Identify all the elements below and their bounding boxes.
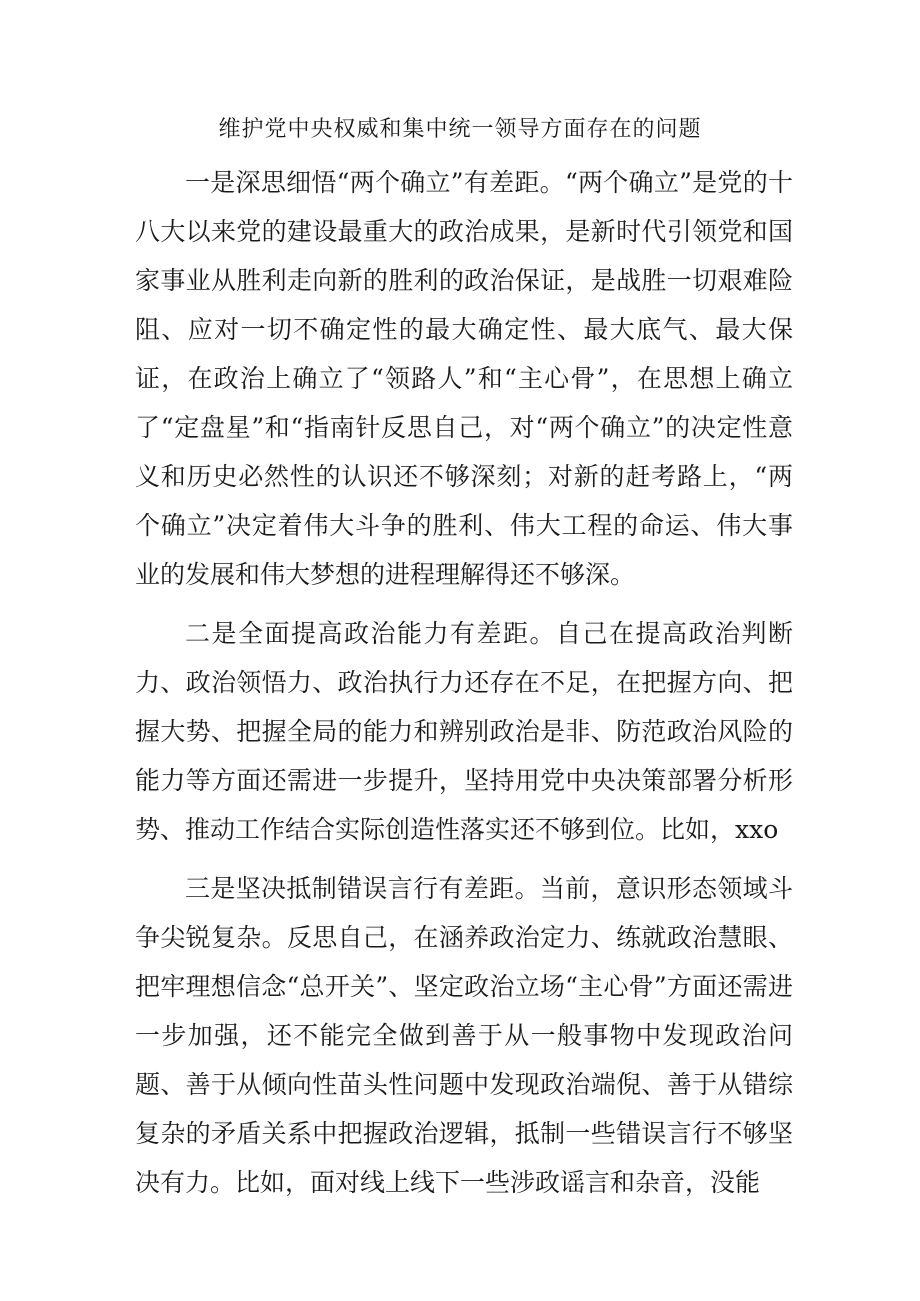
paragraph-1: 一是深思细悟“两个确立”有差距。“两个确立”是党的十八大以来党的建设最重大的政治成果，是新时代引领党和国家事业从胜利走向新的胜利的政治保证，是战胜一切艰难险阻、应对一切不确定性的最大确定性、最大底气、最大保证，在政治上确立了“领路人”和“主心骨”，在思想上确立了“定盘星”和“指南针反思自己，对“两个确立”的决定性意义和历史必然性的认识还不够深刻；对新的赶考路上，“两个确立”决定着伟大斗争的胜利、伟大工程的命运、伟大事业的发展和伟大梦想的进程理解得还不够深。 [135, 168, 793, 589]
document-body [135, 158, 793, 1207]
document-title: 维护党中央权威和集中统一领导方面存在的问题 [218, 117, 702, 142]
paragraph-2: 二是全面提高政治能力有差距。自己在提高政治判断力、政治领悟力、政治执行力还存在不足，在把握方向、把握大势、把握全局的能力和辨别政治是非、防范政治风险的能力等方面还需进一步提升，坚持用党中央决策部署分析形势、推动工作结合实际创造性落实还不够到位。比如，xxo [135, 619, 793, 844]
paragraph-3: 三是坚决抵制错误言行有差距。当前，意识形态领域斗争尖锐复杂。反思自己，在涵养政治定力、练就政治慧眼、把牢理想信念“总开关”、坚定政治立场“主心骨”方面还需进一步加强，还不能完全做到善于从一般事物中发现政治问题、善于从倾向性苗头性问题中发现政治端倪、善于从错综复杂的矛盾关系中把握政治逻辑，抵制一些错误言行不够坚决有力。比如，面对线上线下一些涉政谣言和杂音，没能 [135, 874, 793, 1197]
